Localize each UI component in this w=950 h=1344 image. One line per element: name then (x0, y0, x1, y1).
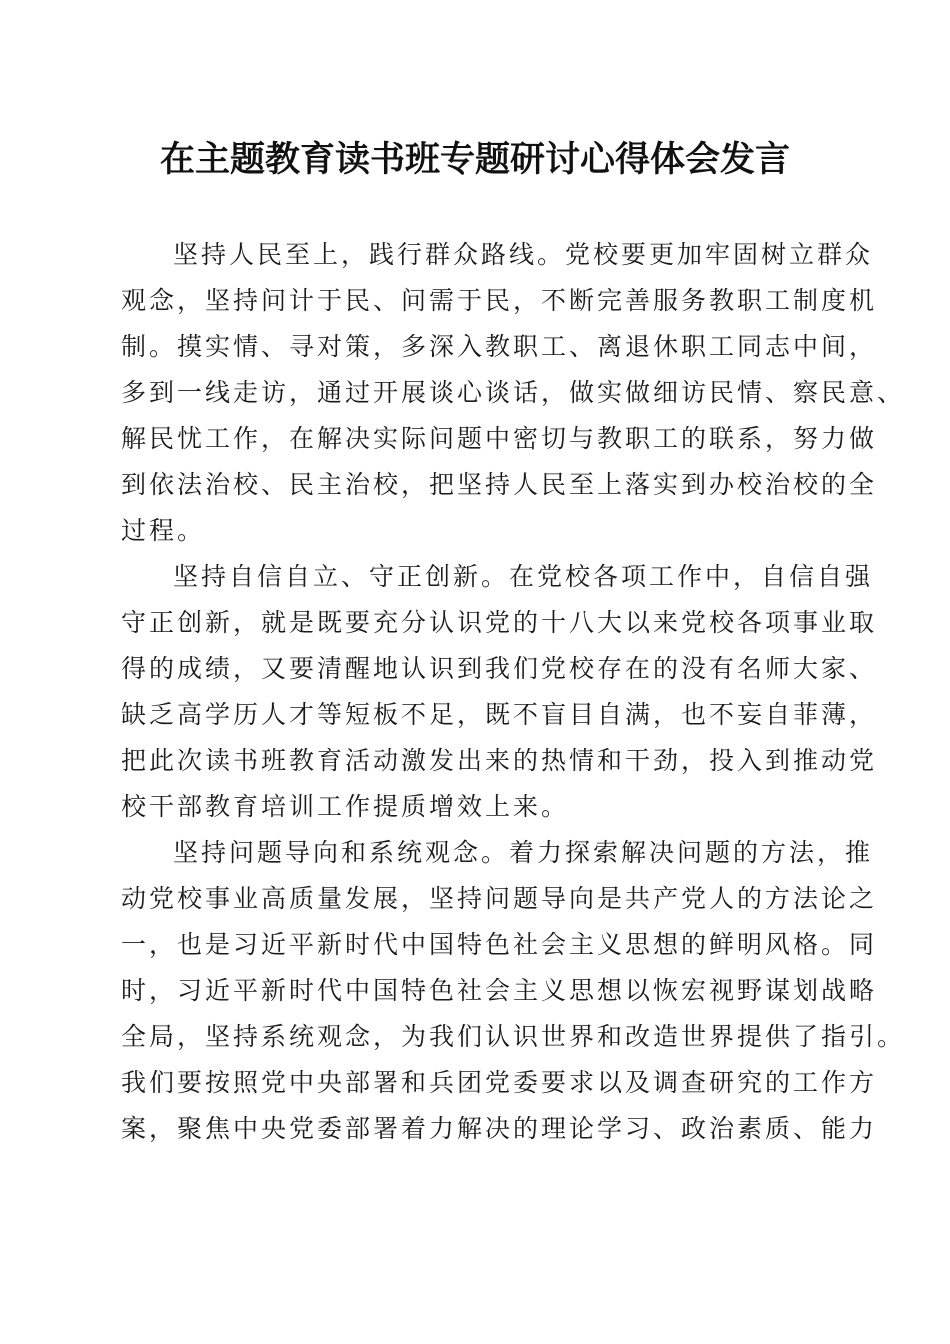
paragraph-people-first (121, 232, 906, 554)
paragraph-line: 过程。 (121, 516, 206, 545)
paragraph-line: 得的成绩，又要清醒地认识到我们党校存在的没有名师大家、 (121, 654, 878, 683)
document-body (121, 232, 906, 1152)
paragraph-line: 全局，坚持系统观念，为我们认识世界和改造世界提供了指引。 (121, 1022, 906, 1051)
paragraph-line: 观念，坚持问计于民、问需于民，不断完善服务教职工制度机 (121, 286, 878, 315)
paragraph-line: 案，聚焦中央党委部署着力解决的理论学习、政治素质、能力 (121, 1114, 878, 1143)
paragraph-line: 坚持自信自立、守正创新。在党校各项工作中，自信自强 (173, 562, 874, 591)
paragraph-problem-orientation (121, 830, 906, 1152)
paragraph-self-confidence (121, 554, 878, 830)
paragraph-line: 守正创新，就是既要充分认识党的十八大以来党校各项事业取 (121, 608, 878, 637)
paragraph-line: 时，习近平新时代中国特色社会主义思想以恢宏视野谋划战略 (121, 976, 878, 1005)
paragraph-line: 缺乏高学历人才等短板不足，既不盲目自满，也不妄自菲薄， (121, 700, 878, 729)
paragraph-line: 解民忧工作，在解决实际问题中密切与教职工的联系，努力做 (121, 424, 878, 453)
paragraph-line: 坚持人民至上，践行群众路线。党校要更加牢固树立群众 (173, 240, 874, 269)
paragraph-line: 多到一线走访，通过开展谈心谈话，做实做细访民情、察民意、 (121, 378, 906, 407)
paragraph-line: 制。摸实情、寻对策，多深入教职工、离退休职工同志中间， (121, 332, 878, 361)
paragraph-line: 校干部教育培训工作提质增效上来。 (121, 792, 570, 821)
paragraph-line: 到依法治校、民主治校，把坚持人民至上落实到办校治校的全 (121, 470, 878, 499)
document-title: 在主题教育读书班专题研讨心得体会发言 (159, 139, 790, 180)
paragraph-line: 坚持问题导向和系统观念。着力探索解决问题的方法，推 (173, 838, 874, 867)
paragraph-line: 一，也是习近平新时代中国特色社会主义思想的鲜明风格。同 (121, 930, 878, 959)
paragraph-line: 动党校事业高质量发展，坚持问题导向是共产党人的方法论之 (121, 884, 878, 913)
paragraph-line: 我们要按照党中央部署和兵团党委要求以及调查研究的工作方 (121, 1068, 878, 1097)
paragraph-line: 把此次读书班教育活动激发出来的热情和干劲，投入到推动党 (121, 746, 878, 775)
